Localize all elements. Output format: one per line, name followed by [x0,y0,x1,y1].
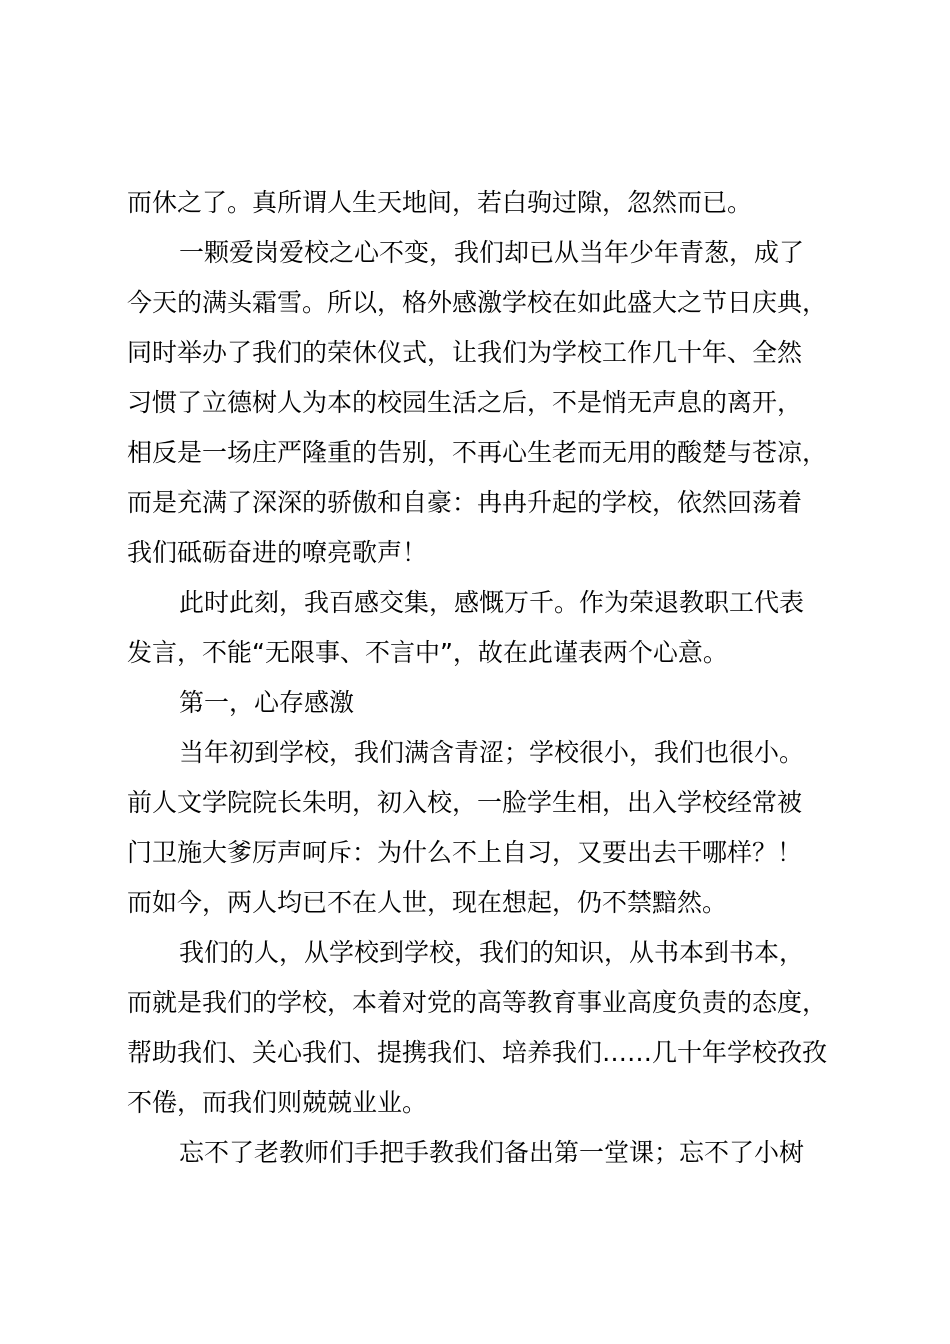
text-line: 今天的满头霜雪。所以，格外感激学校在如此盛大之节日庆典， [127,288,828,317]
text-line: 同时举办了我们的荣休仪式，让我们为学校工作几十年、全然 [127,338,803,367]
paragraph-first-line: 我们的人，从学校到学校，我们的知识，从书本到书本， [179,938,805,967]
text-line: 而如今，两人均已不在人世，现在想起，仍不禁黯然。 [127,888,728,917]
document-body [127,178,847,1178]
text-line: 而休之了。真所谓人生天地间，若白驹过隙，忽然而已。 [127,188,753,217]
text-line: 门卫施大爹厉声呵斥：为什么不上自习，又要出去干哪样？！ [127,838,803,867]
text-line: 前人文学院院长朱明，初入校，一脸学生相，出入学校经常被 [127,788,803,817]
text-line: 发言，不能“无限事、不言中”，故在此谨表两个心意。 [127,638,728,667]
text-line: 相反是一场庄严隆重的告别，不再心生老而无用的酸楚与苍凉， [127,438,828,467]
paragraph-first-line: 一颗爱岗爱校之心不变，我们却已从当年少年青葱，成了 [179,238,805,267]
paragraph-first-line: 当年初到学校，我们满含青涩；学校很小，我们也很小。 [179,738,805,767]
text-line: 而是充满了深深的骄傲和自豪：冉冉升起的学校，依然回荡着 [127,488,803,517]
text-line: 不倦，而我们则兢兢业业。 [127,1088,428,1117]
text-line: 而就是我们的学校，本着对党的高等教育事业高度负责的态度， [127,988,828,1017]
section-heading: 第一，心存感激 [179,688,355,717]
text-line: 我们砥砺奋进的嘹亮歌声！ [127,538,428,567]
paragraph-first-line: 此时此刻，我百感交集，感慨万千。作为荣退教职工代表 [179,588,805,617]
text-line: 帮助我们、关心我们、提携我们、培养我们……几十年学校孜孜 [127,1038,828,1067]
text-line: 习惯了立德树人为本的校园生活之后，不是悄无声息的离开， [127,388,803,417]
paragraph-first-line: 忘不了老教师们手把手教我们备出第一堂课；忘不了小树 [179,1138,805,1167]
